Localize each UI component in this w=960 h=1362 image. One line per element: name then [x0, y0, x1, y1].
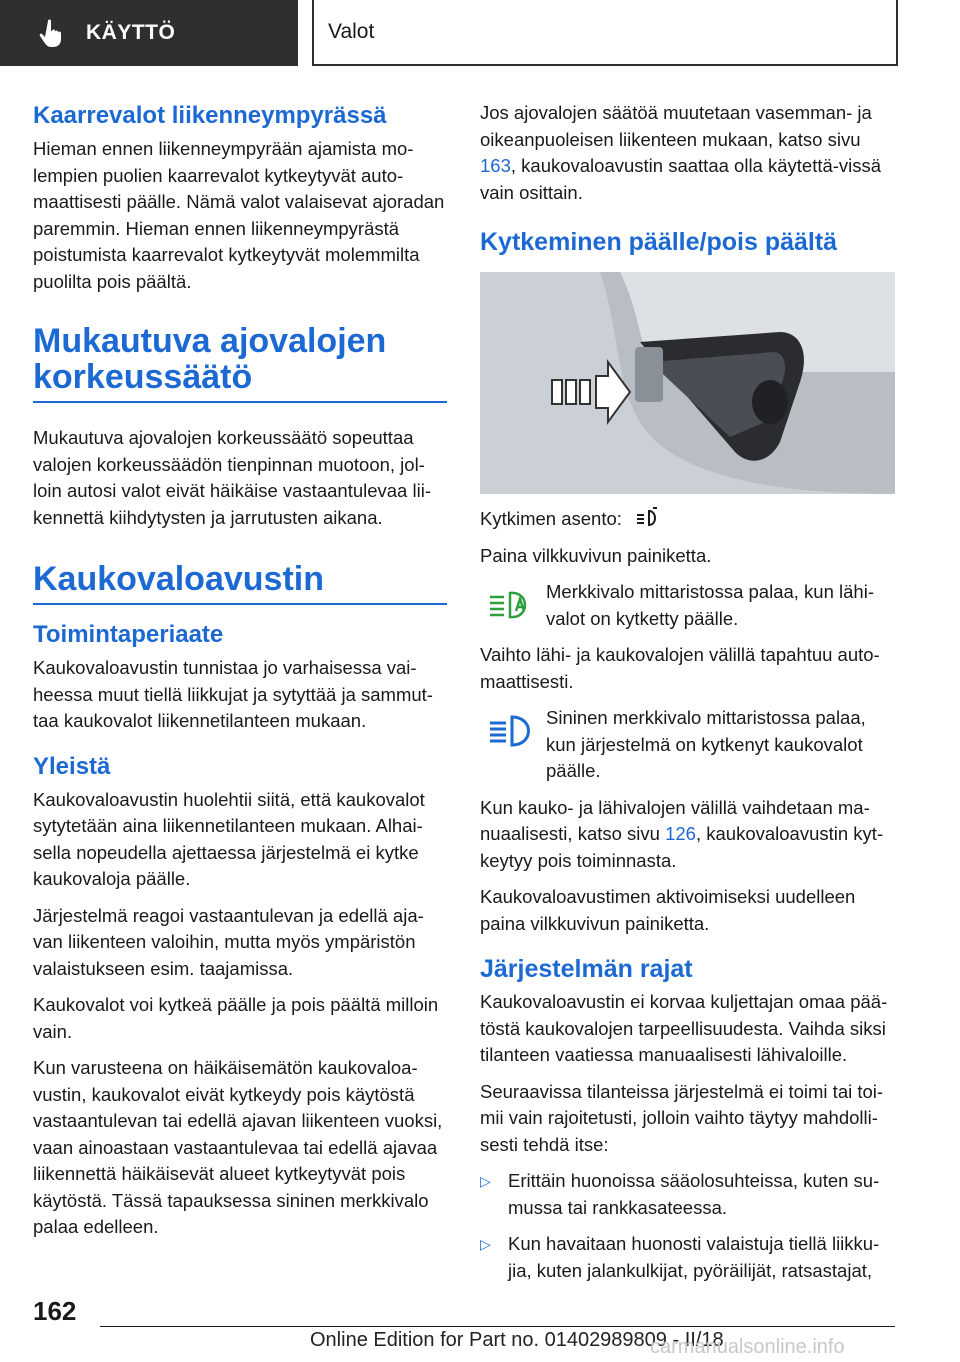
heading-high-beam-assistant-wrap	[33, 561, 447, 605]
section-title: Valot	[328, 20, 375, 43]
triangle-bullet-icon: ▷	[480, 1236, 491, 1252]
page-link-163[interactable]: 163	[480, 155, 511, 176]
blue-high-beam-indicator-icon	[486, 711, 540, 751]
heading-general: Yleistä	[33, 752, 111, 780]
lever-illustration	[480, 272, 895, 494]
paragraph: Kun kauko- ja lähivalojen välillä vaihdetaan ma-nuaalisesti, katso sivu 126, kaukovaloavustin kyt-keytyy pois toiminnasta.	[480, 796, 884, 871]
right-column	[480, 100, 895, 1294]
hand-pointer-icon	[36, 17, 68, 49]
switch-position-label: Kytkimen asento:	[480, 508, 622, 529]
paragraph: Mukautuva ajovalojen korkeussäätö sopeuttaa valojen korkeussäädön tienpinnan muotoon, jol-loin autosi valot eivät häikäise vastaantulevaa lii-kennettä kiihdytysten ja jarrutusten aikana.	[33, 427, 431, 528]
heading-operating-principle: Toimintaperiaate	[33, 621, 224, 648]
footer-divider	[100, 1326, 895, 1327]
indicator-note-blue-text: Sininen merkkivalo mittaristossa palaa, kun järjestelmä on kytkenyt kaukovalot päälle.	[546, 707, 866, 781]
list-item: ▷ Kun havaitaan huonosti valaistuja tiellä liikku-jia, kuten jalankulkijat, pyöräilijät, ratsastajat,	[480, 1231, 895, 1284]
section-header	[312, 0, 898, 66]
turn-signal-lever-image	[480, 272, 895, 494]
watermark: carmanualsonline.info	[650, 1336, 845, 1358]
auto-high-beam-symbol-icon	[635, 507, 661, 529]
paragraph: Seuraavissa tilanteissa järjestelmä ei toimi tai toi-mii vain rajoitetusti, jolloin vaihto täytyy mahdolli-sesti tehdä itse:	[480, 1080, 884, 1155]
indicator-note-green-text: Merkkivalo mittaristossa palaa, kun lähi-valot on kytketty päälle.	[546, 581, 874, 629]
footer-edition: Online Edition for Part no. 01402989809 - II/18	[310, 1329, 724, 1351]
paragraph: Vaihto lähi- ja kaukovalojen välillä tapahtuu auto-maattisesti.	[480, 644, 880, 692]
heading-cornering-lights: Kaarrevalot liikenneympyrässä	[33, 102, 387, 129]
paragraph: Kaukovaloavustimen aktivoimiseksi uudelleen paina vilkkuvivun painiketta.	[480, 886, 856, 934]
page-link-126[interactable]: 126	[665, 823, 696, 844]
heading-adaptive-leveling-line2: korkeussäätö	[33, 358, 253, 396]
heading-adaptive-leveling-wrap	[33, 323, 447, 403]
paragraph: Paina vilkkuvivun painiketta.	[480, 544, 712, 566]
green-auto-high-beam-indicator-icon	[486, 585, 540, 625]
indicator-note-green	[480, 579, 895, 632]
triangle-bullet-icon: ▷	[480, 1173, 491, 1189]
paragraph: Järjestelmä reagoi vastaantulevan ja edellä aja-van liikenteen valoihin, mutta myös ympäristön valaistukseen esim. taajamissa.	[33, 904, 424, 979]
indicator-note-blue	[480, 705, 895, 785]
paragraph: Kaukovaloavustin tunnistaa jo varhaisessa vai-heessa muut tiellä liikkujat ja sytyttää ja sammut-taa kaukovalot liikennetilanteen mukaan.	[33, 657, 433, 731]
heading-switch-on-off: Kytkeminen päälle/pois päältä	[480, 228, 838, 256]
list-item: ▷ Erittäin huonoissa sääolosuhteissa, kuten su-mussa tai rankkasateessa.	[480, 1168, 895, 1221]
paragraph: Hieman ennen liikenneympyrään ajamista mo-lempien puolien kaarrevalot kytkeytyvät auto-maattisesti päälle. Nämä valot valaisevat ajoradan paremmin. Hieman ennen liikenneympyrästä poistumista kaarrevalot kytkeytyvät molemmilta puolilta pois päältä.	[33, 138, 445, 292]
paragraph: Kaukovaloavustin huolehtii siitä, että kaukovalot sytytetään aina liikennetilanteen mukaan. Alhai-sella nopeudella ajettaessa järjestelmä ei kytke kaukovaloja päälle.	[33, 788, 425, 889]
chapter-tab	[0, 0, 298, 66]
heading-system-limits: Järjestelmän rajat	[480, 955, 693, 983]
left-column	[33, 100, 447, 1251]
paragraph: Kun varusteena on häikäisemätön kaukovaloa-vustin, kaukovalot eivät kytkeydy pois käytöstä vastaantulevan tai edellä ajavan liikenteen vuoksi, vaan ainoastaan vastaantulevaa tai edellä ajavaa liikennettä häikäisevät alueet kytkeytyvät pois käytöstä. Tässä tapauksessa sininen merkkivalo palaa edelleen.	[33, 1057, 443, 1237]
paragraph: Kaukovalot voi kytkeä päälle ja pois päältä milloin vain.	[33, 994, 439, 1042]
heading-adaptive-leveling-line1: Mukautuva ajovalojen	[33, 322, 387, 360]
paragraph: Jos ajovalojen säätöä muutetaan vasemman- ja oikeanpuoleisen liikenteen mukaan, katso sivu 163, kaukovaloavustin saattaa olla käytettä-vissä vain osittain.	[480, 102, 882, 203]
paragraph: Kaukovaloavustin ei korvaa kuljettajan omaa pää-töstä kaukovalojen tarpeellisuudesta. Vaihda siksi tilanteen vaatiessa manuaalisesti lähivaloille.	[480, 991, 888, 1065]
chapter-label: KÄYTTÖ	[86, 21, 176, 44]
page-number: 162	[33, 1296, 77, 1326]
switch-position-line	[480, 506, 895, 533]
heading-high-beam-assistant: Kaukovaloavustin	[33, 560, 324, 598]
